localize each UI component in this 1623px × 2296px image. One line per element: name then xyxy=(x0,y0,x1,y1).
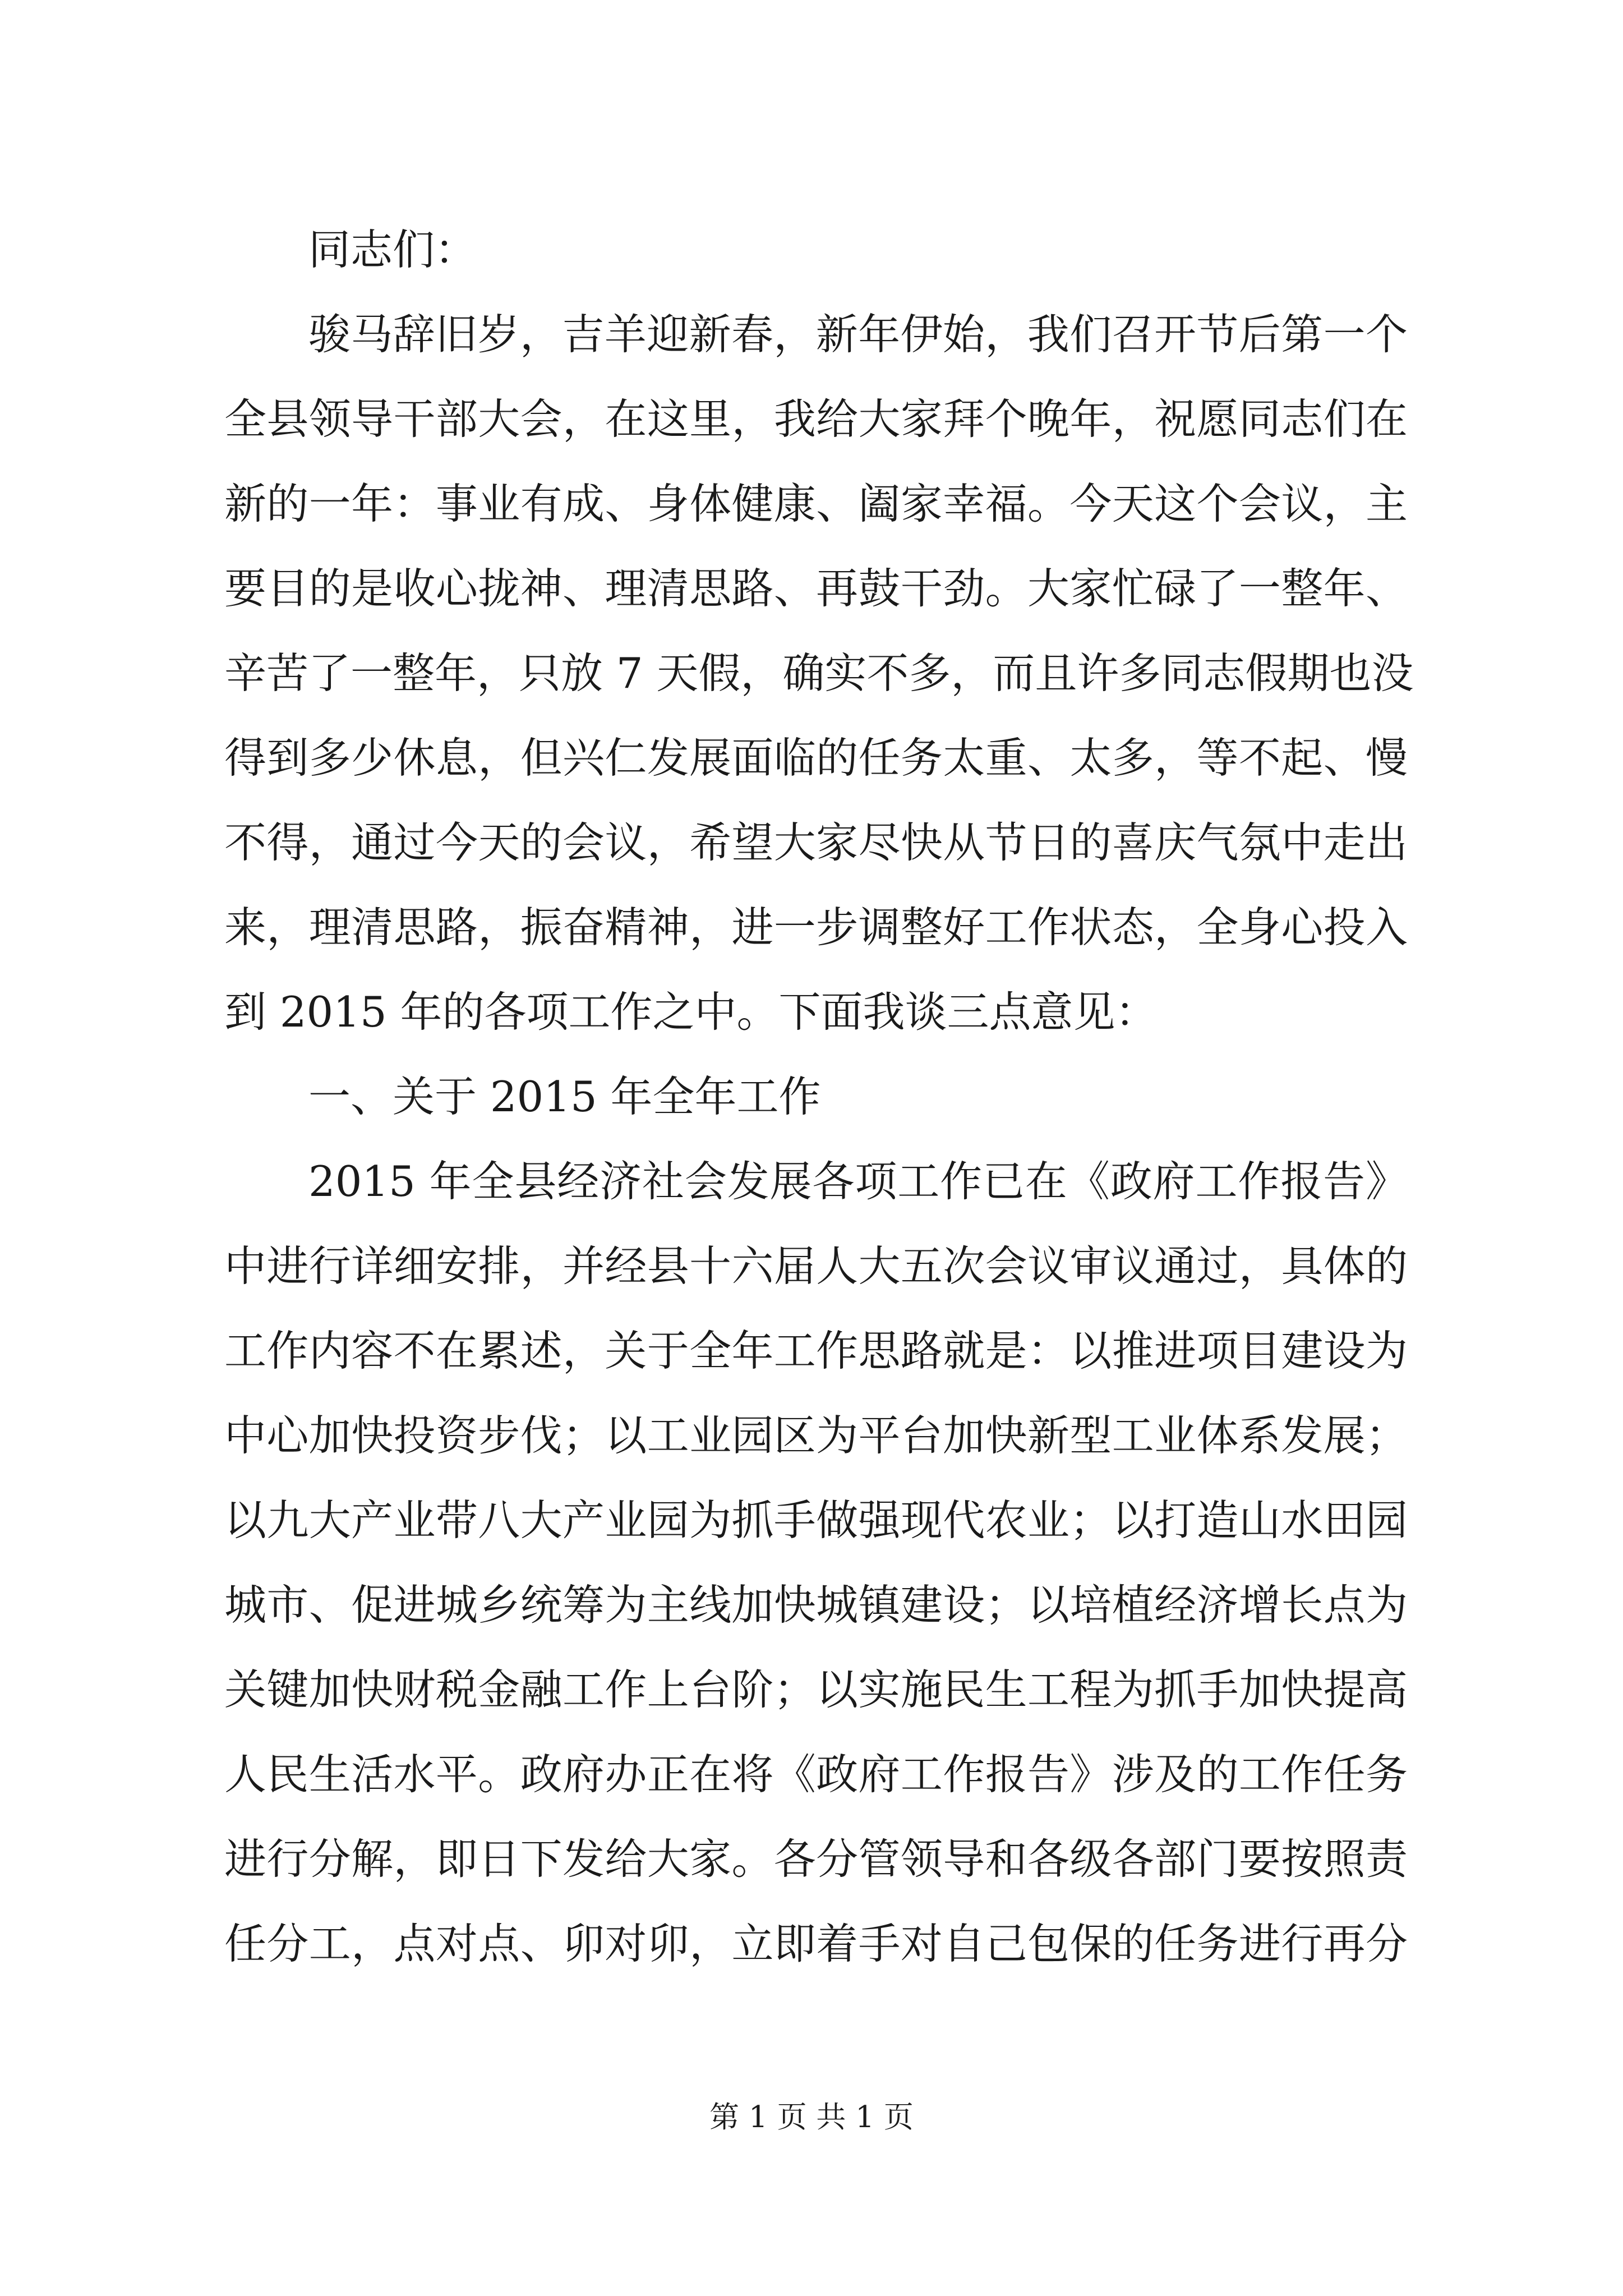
text-line: 工作内容不在累述，关于全年工作思路就是：以推进项目建设为 xyxy=(224,1326,1408,1375)
text-line: 中心加快投资步伐；以工业园区为平台加快新型工业体系发展； xyxy=(224,1411,1408,1460)
text-line: 骏马辞旧岁，吉羊迎新春，新年伊始，我们召开节后第一个 xyxy=(308,310,1408,359)
text-line: 要目的是收心拢神、理清思路、再鼓干劲。大家忙碌了一整年、 xyxy=(224,564,1408,613)
text-line: 人民生活水平。政府办正在将《政府工作报告》涉及的工作任务 xyxy=(224,1750,1408,1799)
text-line: 辛苦了一整年，只放 7 天假，确实不多，而且许多同志假期也没 xyxy=(224,648,1414,698)
text-line: 城市、促进城乡统筹为主线加快城镇建设；以培植经济增长点为 xyxy=(224,1580,1408,1630)
text-line: 中进行详细安排，并经县十六届人大五次会议审议通过，具体的 xyxy=(224,1241,1408,1291)
text-line: 到 2015 年的各项工作之中。下面我谈三点意见： xyxy=(224,987,1158,1037)
page-footer: 第 1 页 共 1 页 xyxy=(709,2100,914,2134)
text-line: 进行分解，即日下发给大家。各分管领导和各级各部门要按照责 xyxy=(224,1834,1408,1884)
text-line: 任分工，点对点、卯对卯，立即着手对自己包保的任务进行再分 xyxy=(224,1919,1408,1968)
text-line: 一、关于 2015 年全年工作 xyxy=(308,1072,821,1121)
text-line: 全县领导干部大会，在这里，我给大家拜个晚年，祝愿同志们在 xyxy=(224,394,1408,444)
document-body xyxy=(224,208,1414,1986)
text-line: 以九大产业带八大产业园为抓手做强现代农业；以打造山水田园 xyxy=(224,1496,1408,1545)
text-line: 新的一年：事业有成、身体健康、阖家幸福。今天这个会议，主 xyxy=(224,479,1408,528)
text-line: 同志们： xyxy=(308,225,477,274)
text-line: 关键加快财税金融工作上台阶；以实施民生工程为抓手加快提高 xyxy=(224,1665,1408,1714)
text-line: 2015 年全县经济社会发展各项工作已在《政府工作报告》 xyxy=(308,1157,1408,1206)
text-line: 来，理清思路，振奋精神，进一步调整好工作状态，全身心投入 xyxy=(224,903,1408,952)
text-line: 得到多少休息，但兴仁发展面临的任务太重、太多，等不起、慢 xyxy=(224,733,1408,783)
text-line: 不得，通过今天的会议，希望大家尽快从节日的喜庆气氛中走出 xyxy=(224,818,1408,867)
